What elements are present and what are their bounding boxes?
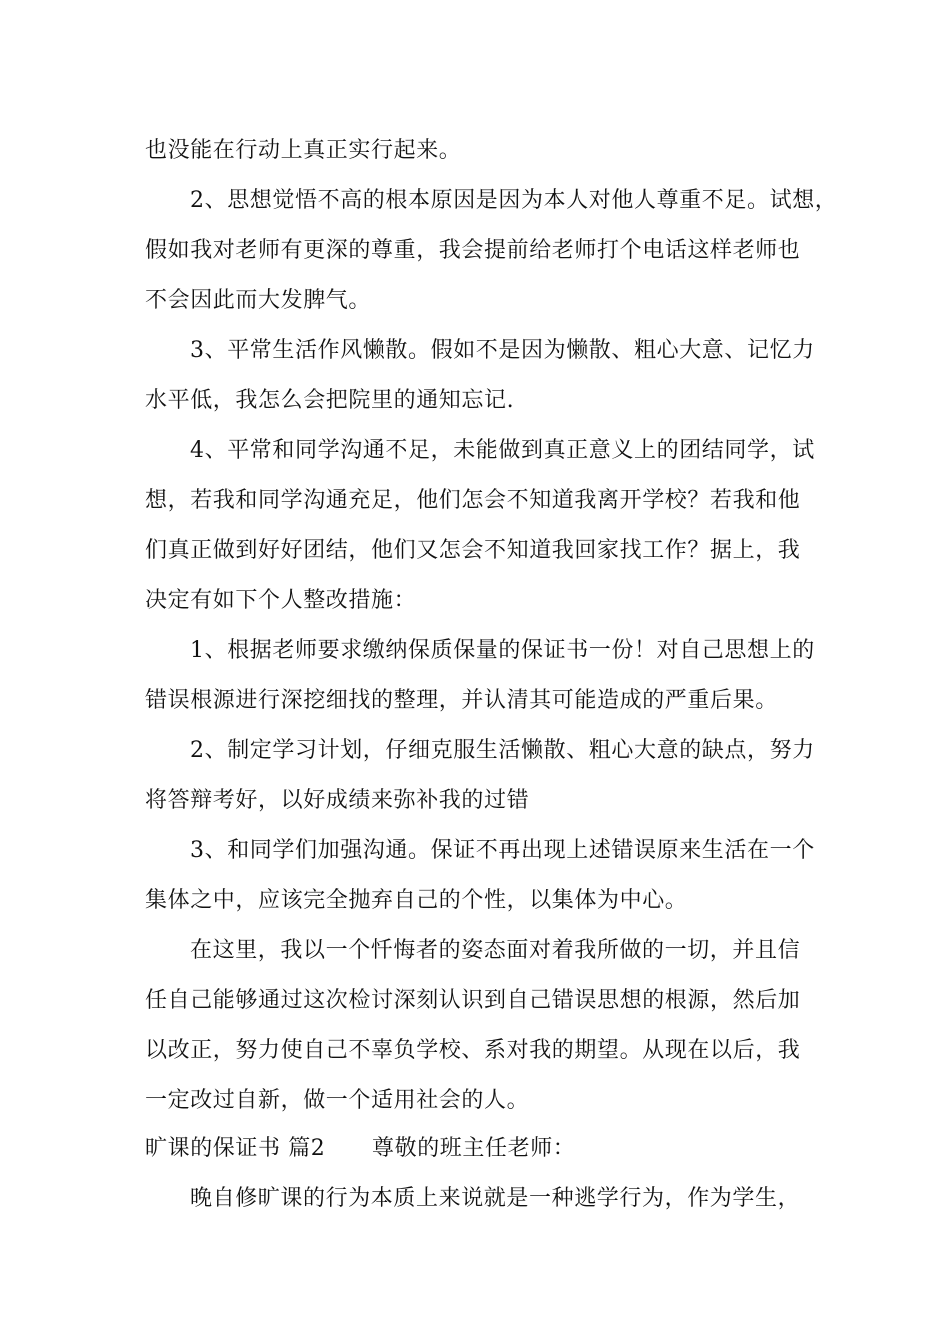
salutation: 尊敬的班主任老师： [372, 1136, 576, 1161]
text-line: 1、根据老师要求缴纳保质保量的保证书一份！对自己思想上的 [190, 638, 815, 663]
text-line: 3、平常生活作风懒散。假如不是因为懒散、粗心大意、记忆力 [190, 338, 815, 363]
text-line: 4、平常和同学沟通不足，未能做到真正意义上的团结同学，试 [190, 438, 815, 463]
text-line: 将答辩考好，以好成绩来弥补我的过错 [145, 788, 530, 813]
text-line: 假如我对老师有更深的尊重，我会提前给老师打个电话这样老师也 [145, 238, 801, 263]
text-line: 2、制定学习计划，仔细克服生活懒散、粗心大意的缺点，努力 [190, 738, 815, 763]
text-line: 不会因此而大发脾气。 [145, 288, 372, 313]
text-line: 在这里，我以一个忏悔者的姿态面对着我所做的一切，并且信 [190, 938, 801, 963]
text-line: 3、和同学们加强沟通。保证不再出现上述错误原来生活在一个 [190, 838, 815, 863]
text-line: 晚自修旷课的行为本质上来说就是一种逃学行为，作为学生， [190, 1186, 801, 1211]
text-line: 错误根源进行深挖细找的整理，并认清其可能造成的严重后果。 [145, 688, 778, 713]
text-line: 一定改过自新，做一个适用社会的人。 [145, 1088, 530, 1113]
text-line: 们真正做到好好团结，他们又怎会不知道我回家找工作？据上，我 [145, 538, 801, 563]
text-line: 2、思想觉悟不高的根本原因是因为本人对他人尊重不足。试想， [190, 188, 838, 213]
section-title: 旷课的保证书 篇2 [145, 1136, 326, 1161]
text-line: 决定有如下个人整改措施： [145, 588, 417, 613]
text-line: 水平低，我怎么会把院里的通知忘记. [145, 388, 515, 413]
text-line: 以改正，努力使自己不辜负学校、系对我的期望。从现在以后，我 [145, 1038, 801, 1063]
text-line: 集体之中，应该完全抛弃自己的个性，以集体为中心。 [145, 888, 688, 913]
text-line: 想，若我和同学沟通充足，他们怎会不知道我离开学校？若我和他 [145, 488, 801, 513]
text-line: 任自己能够通过这次检讨深刻认识到自己错误思想的根源，然后加 [145, 988, 801, 1013]
text-line: 也没能在行动上真正实行起来。 [145, 138, 462, 163]
